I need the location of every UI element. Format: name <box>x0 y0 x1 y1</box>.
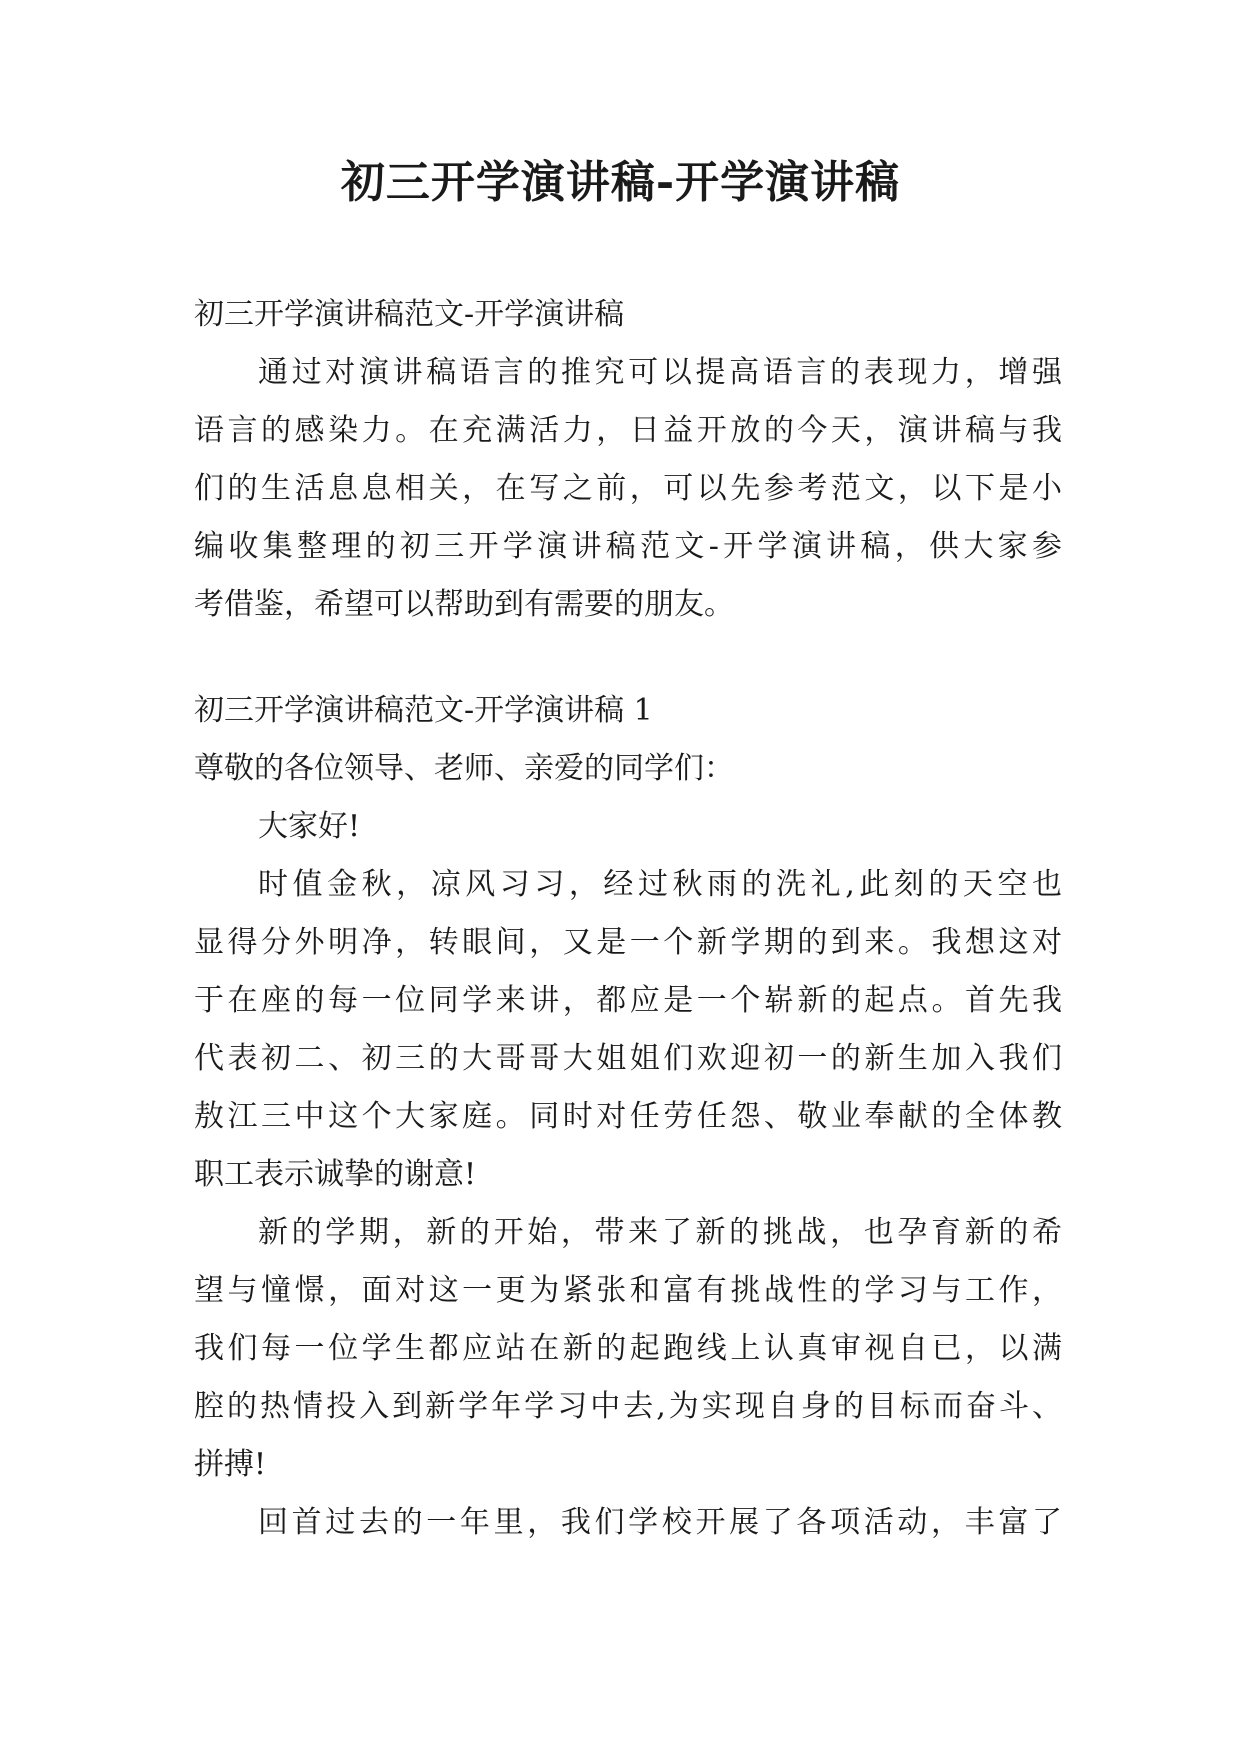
paragraph-line: 通过对演讲稿语言的推究可以提高语言的表现力，增强 <box>258 355 1062 390</box>
paragraph-line: 我们每一位学生都应站在新的起跑线上认真审视自已，以满 <box>194 1331 1062 1366</box>
section-heading: 初三开学演讲稿范文-开学演讲稿 1 <box>194 693 653 728</box>
paragraph-line: 于在座的每一位同学来讲，都应是一个崭新的起点。首先我 <box>194 983 1062 1018</box>
paragraph-line: 们的生活息息相关，在写之前，可以先参考范文，以下是小 <box>194 471 1062 506</box>
paragraph-line: 时值金秋，凉风习习，经过秋雨的洗礼,此刻的天空也 <box>258 867 1062 902</box>
paragraph-line: 敖江三中这个大家庭。同时对任劳任怨、敬业奉献的全体教 <box>194 1099 1062 1134</box>
intro-subtitle: 初三开学演讲稿范文-开学演讲稿 <box>194 297 625 332</box>
speech-paragraph-2 <box>194 1204 1062 1494</box>
section-spacer <box>194 634 1062 682</box>
speech-paragraph-3 <box>194 1494 1062 1552</box>
document-title: 初三开学演讲稿-开学演讲稿 <box>340 157 901 208</box>
speech-paragraph-1 <box>194 856 1062 1204</box>
paragraph-line: 语言的感染力。在充满活力，日益开放的今天，演讲稿与我 <box>194 413 1062 448</box>
document-body <box>194 286 1062 1552</box>
intro-paragraph <box>194 344 1062 634</box>
paragraph-line: 新的学期，新的开始，带来了新的挑战，也孕育新的希 <box>258 1215 1062 1250</box>
greeting: 大家好! <box>258 809 361 844</box>
paragraph-line: 回首过去的一年里，我们学校开展了各项活动，丰富了 <box>258 1505 1062 1540</box>
paragraph-line: 代表初二、初三的大哥哥大姐姐们欢迎初一的新生加入我们 <box>194 1041 1062 1076</box>
paragraph-line: 显得分外明净，转眼间，又是一个新学期的到来。我想这对 <box>194 925 1062 960</box>
salutation: 尊敬的各位领导、老师、亲爱的同学们： <box>194 751 734 786</box>
paragraph-line: 职工表示诚挚的谢意! <box>194 1157 477 1192</box>
paragraph-line: 腔的热情投入到新学年学习中去,为实现自身的目标而奋斗、 <box>194 1389 1062 1424</box>
paragraph-line: 拼搏! <box>194 1447 267 1482</box>
paragraph-line: 望与憧憬，面对这一更为紧张和富有挑战性的学习与工作， <box>194 1273 1062 1308</box>
paragraph-line: 考借鉴，希望可以帮助到有需要的朋友。 <box>194 587 734 622</box>
paragraph-line: 编收集整理的初三开学演讲稿范文-开学演讲稿，供大家参 <box>194 529 1062 564</box>
